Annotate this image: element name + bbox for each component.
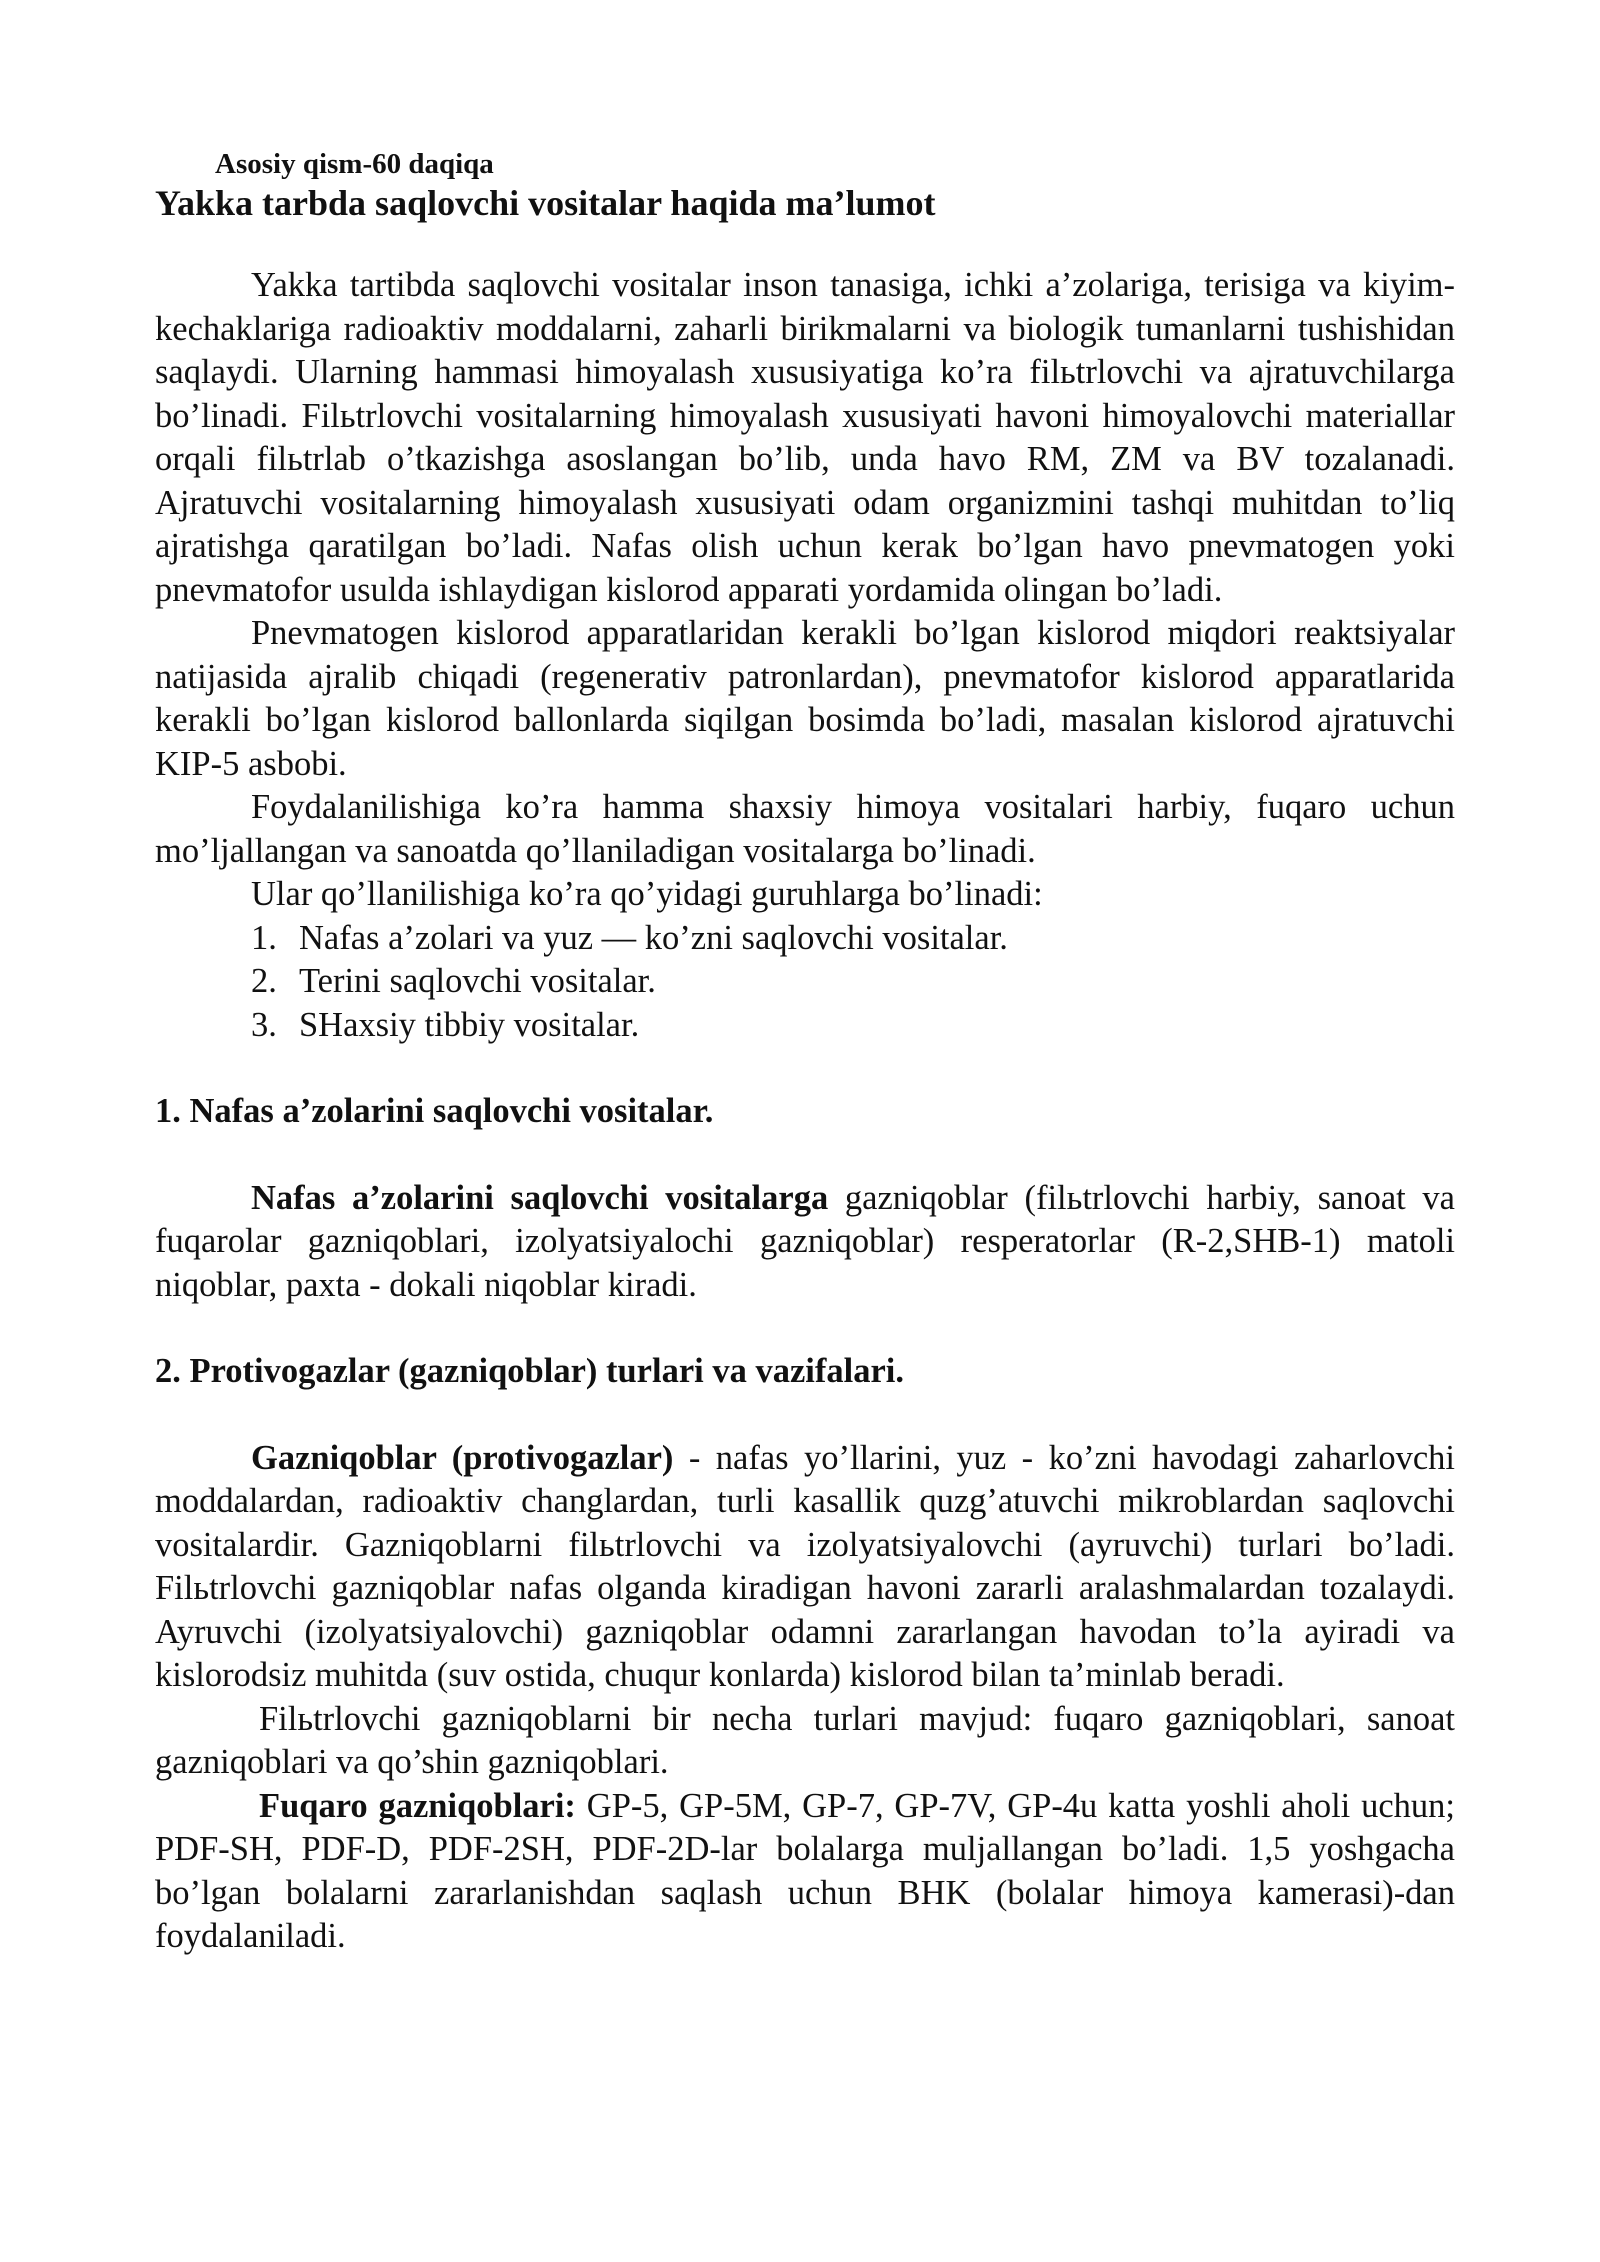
section-2-heading: 2. Protivogazlar (gazniqoblar) turlari va vazifalari. <box>155 1352 904 1390</box>
section-subtitle: Asosiy qism-60 daqiqa <box>215 148 494 180</box>
list-item-number: 2. <box>251 962 277 1000</box>
intro-paragraph-2: Pnevmatogen kislorod apparatlaridan kerakli bo’lgan kislorod miqdori reaktsiyalar natijasida ajralib chiqadi (regenerativ patronlardan), pnevmatofor kislorod apparatlarida kerakli bo’lgan kislorod ballonlarda siqilgan bosimda bo’ladi, masalan kislorod ajratuvchi KIP-5 asbobi. <box>155 614 1455 783</box>
list-item <box>155 917 1455 961</box>
list-item-text: SHaxsiy tibbiy vositalar. <box>299 1005 640 1044</box>
list-item-number: 3. <box>251 1005 277 1044</box>
intro-paragraph-1: Yakka tartibda saqlovchi vositalar inson tanasiga, ichki a’zolariga, terisiga va kiyim-kechaklariga radioaktiv moddalarni, zaharli birikmalarni va biologik tumanlarni tushishidan saqlaydi. Ularning hammasi himoyalash xususiyatiga ko’ra filьtrlovchi va ajratuvchilarga bo’linadi. Filьtrlovchi vositalarning himoyalash xususiyati havoni himoyalovchi materiallar orqali filьtrlab o’tkazishga asoslangan bo’lib, unda havo RM, ZM va BV tozalanadi. Ajratuvchi vositalarning himoyalash xususiyati odam organizmini tashqi muhitdan to’liq ajratishga qaratilgan bo’ladi. Nafas olish uchun kerak bo’lgan havo pnevmatogen yoki pnevmatofor usulda ishlaydigan kislorod apparati yordamida olingan bo’ladi. <box>155 266 1455 609</box>
section-2-p3-lead: Fuqaro gazniqoblari: <box>259 1786 576 1825</box>
section-1-paragraph <box>155 1177 1455 1308</box>
document-body <box>155 146 1455 1959</box>
intro-paragraph-4: Ular qo’llanilishiga ko’ra qo’yidagi guruhlarga bo’linadi: <box>251 875 1043 913</box>
document-title: Yakka tarbda saqlovchi vositalar haqida ma’lumot <box>155 183 936 223</box>
list-item-text: Nafas a’zolari va yuz — ko’zni saqlovchi vositalar. <box>299 918 1008 957</box>
section-2-p3-text: GP-5, GP-5M, GP-7, GP-7V, GP-4u katta yoshli aholi uchun; PDF-SH, PDF-D, PDF-2SH, PDF-2D-lar bolalarga muljallangan bo’ladi. 1,5 yoshgacha bo’lgan bolalarni zararlanishdan saqlash uchun BHK (bolalar himoya kamerasi)-dan foydalaniladi. <box>155 1786 1456 1955</box>
section-1-text: gazniqoblar (filьtrlovchi harbiy, sanoat va fuqarolar gazniqoblari, izolyatsiyalochi gazniqoblar) resperatorlar (R-2,SHB-1) matoli niqoblar, paxta - dokali niqoblar kiradi. <box>155 1178 1455 1304</box>
section-2-paragraph-1 <box>155 1437 1455 1698</box>
section-2-paragraph-3 <box>155 1785 1455 1959</box>
section-1-heading: 1. Nafas a’zolarini saqlovchi vositalar. <box>155 1092 714 1130</box>
section-1-lead: Nafas a’zolarini saqlovchi vositalarga <box>251 1178 829 1217</box>
groups-list <box>155 917 1455 1048</box>
intro-paragraph-3: Foydalanilishiga ko’ra hamma shaxsiy himoya vositalari harbiy, fuqaro uchun mo’ljallangan va sanoatda qo’llaniladigan vositalarga bo’linadi. <box>155 788 1455 870</box>
section-2-paragraph-2: Filьtrlovchi gazniqoblarni bir necha turlari mavjud: fuqaro gazniqoblari, sanoat gazniqoblari va qo’shin gazniqoblari. <box>155 1699 1455 1781</box>
section-2-p1-text: - nafas yo’llarini, yuz - ko’zni havodagi zaharlovchi moddalardan, radioaktiv changlardan, turli kasallik quzg’atuvchi mikroblardan saqlovchi vositalardir. Gazniqoblarni filьtrlovchi va izolyatsiyalovchi (ayruvchi) turlari bo’ladi. Filьtrlovchi gazniqoblar nafas olganda kiradigan havoni zararli aralashmalardan tozalaydi. Ayruvchi (izolyatsiyalovchi) gazniqoblar odamni zararlangan havodan to’la ayiradi va kislorodsiz muhitda (suv ostida, chuqur konlarda) kislorod bilan ta’minlab beradi. <box>155 1438 1455 1694</box>
list-item-text: Terini saqlovchi vositalar. <box>299 962 656 1000</box>
list-item-number: 1. <box>251 918 277 957</box>
list-item <box>155 960 1455 1004</box>
section-2-p1-lead: Gazniqoblar (protivogazlar) <box>251 1438 674 1477</box>
list-item <box>155 1004 1455 1048</box>
